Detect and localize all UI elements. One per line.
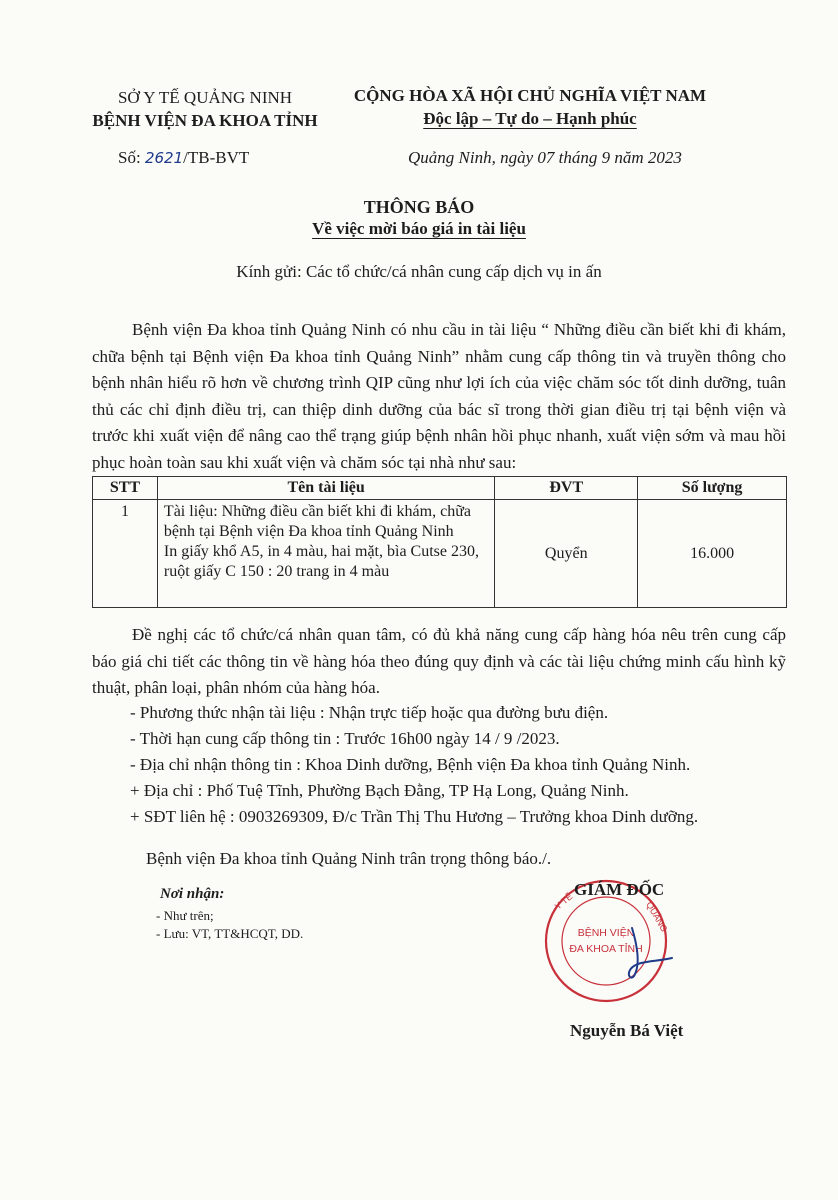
header-quantity: Số lượng: [638, 477, 787, 500]
header-document-name: Tên tài liệu: [157, 477, 494, 500]
document-number: [118, 148, 249, 168]
place-and-date: Quảng Ninh, ngày 07 tháng 9 năm 2023: [408, 148, 682, 167]
detail-line: + SĐT liên hệ : 0903269309, Đ/c Trần Thị Thu Hương – Trưởng khoa Dinh dưỡng.: [130, 807, 699, 826]
document-subtitle-text: Về việc mời báo giá in tài liệu: [312, 219, 526, 238]
document-title: THÔNG BÁO: [363, 197, 475, 217]
organization-name: BỆNH VIỆN ĐA KHOA TỈNH: [92, 111, 318, 130]
country-name: CỘNG HÒA XÃ HỘI CHỦ NGHĨA VIỆT NAM: [353, 86, 707, 105]
recipients-label: Nơi nhận:: [160, 886, 225, 902]
table-header-row: [93, 477, 787, 500]
document-number-prefix: Số:: [118, 148, 145, 167]
signer-name: Nguyễn Bá Việt: [570, 1021, 684, 1040]
detail-line: + Địa chỉ : Phố Tuệ Tĩnh, Phường Bạch Đằng, TP Hạ Long, Quảng Ninh.: [130, 781, 629, 800]
stamp-inner-text-2: ĐA KHOA TỈNH: [569, 943, 643, 955]
request-paragraph: Đề nghị các tổ chức/cá nhân quan tâm, có đủ khả năng cung cấp hàng hóa nêu trên cung cấp báo giá chi tiết các thông tin về hàng hóa theo đúng quy định và các tài liệu chứng minh cấu hình kỹ thuật, phân loại, phân nhóm của hàng hóa.: [92, 625, 786, 697]
document-subtitle: [0, 219, 838, 239]
detail-line: - Địa chỉ nhận thông tin : Khoa Dinh dưỡng, Bệnh viện Đa khoa tỉnh Quảng Ninh.: [130, 755, 691, 774]
header-unit: ĐVT: [495, 477, 638, 500]
document-name-line: bệnh tại Bệnh viện Đa khoa tỉnh Quảng Ninh: [163, 523, 454, 540]
items-table: [92, 476, 787, 608]
cell-document-name: [157, 500, 494, 608]
cell-stt: 1: [93, 500, 158, 608]
document-name-line: In giấy khổ A5, in 4 màu, hai mặt, bìa Cutse 230,: [163, 543, 479, 560]
issuing-authority: [70, 86, 340, 132]
closing-line: Bệnh viện Đa khoa tỉnh Quảng Ninh trân trọng thông báo./.: [146, 849, 552, 868]
recipient-line: Kính gửi: Các tổ chức/cá nhân cung cấp dịch vụ in ấn: [236, 262, 602, 281]
cell-quantity: 16.000: [638, 500, 787, 608]
document-name-line: ruột giấy C 150 : 20 trang in 4 màu: [163, 563, 390, 580]
stamp-ring-text: Y TẾ: [552, 891, 575, 912]
national-heading: [330, 84, 730, 130]
recipient-item: - Lưu: VT, TT&HCQT, DD.: [156, 926, 304, 941]
national-motto: Độc lập – Tự do – Hạnh phúc: [423, 109, 637, 128]
document-number-handwritten: 2621: [144, 149, 184, 167]
table-row: [93, 500, 787, 608]
document-number-suffix: /TB-BVT: [183, 148, 250, 167]
parent-organization: SỞ Y TẾ QUẢNG NINH: [117, 88, 293, 107]
document-name-line: Tài liệu: Những điều cần biết khi đi khám, chữa: [163, 503, 471, 520]
detail-line: - Phương thức nhận tài liệu : Nhận trực tiếp hoặc qua đường bưu điện.: [130, 703, 609, 722]
detail-line: - Thời hạn cung cấp thông tin : Trước 16h00 ngày 14 / 9 /2023.: [130, 729, 560, 748]
stamp-inner-text-1: BỆNH VIỆN: [577, 927, 635, 939]
signer-title: GIÁM ĐỐC: [574, 880, 665, 899]
recipient-item: - Như trên;: [156, 908, 214, 923]
cell-unit: Quyển: [495, 500, 638, 608]
header-stt: STT: [93, 477, 158, 500]
stamp-ring-text: QUẢNG: [644, 900, 670, 934]
intro-paragraph: Bệnh viện Đa khoa tỉnh Quảng Ninh có nhu cầu in tài liệu “ Những điều cần biết khi đi khám, chữa bệnh tại Bệnh viện Đa khoa tỉnh Quảng Ninh” nhằm cung cấp thông tin và truyền thông cho bệnh nhân hiểu rõ hơn về chương trình QIP cũng như lợi ích của việc chăm sóc tốt dinh dưỡng, tuân thủ các chỉ định điều trị, can thiệp dinh dưỡng của bác sĩ trong thời gian điều trị tại bệnh viện và trước khi xuất viện để nâng cao thể trạng giúp bệnh nhân hồi phục nhanh, xuất viện sớm và mau hồi phục hoàn toàn sau khi xuất viện và chăm sóc tại nhà như sau:: [92, 320, 786, 472]
